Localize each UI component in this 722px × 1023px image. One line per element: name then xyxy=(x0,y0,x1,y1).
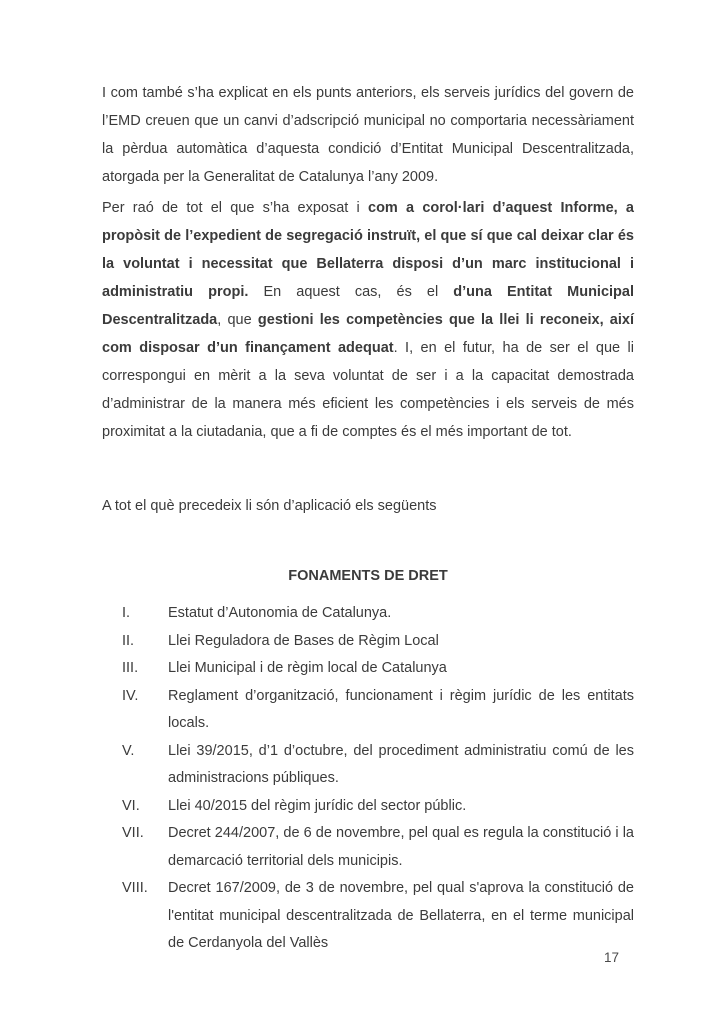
list-item-numeral: III. xyxy=(122,660,139,676)
list-item xyxy=(102,820,634,875)
list-item-text: Llei 39/2015, d’1 d’octubre, del procediment administratiu comú de les administracions públiques. xyxy=(168,742,634,786)
list-item xyxy=(102,793,634,821)
list-item-numeral: II. xyxy=(122,632,135,649)
paragraph-corollary: Per raó de tot el que s’ha exposat i com a corol·lari d’aquest Informe, a propòsit de l’expedient de segregació instruït, el que sí que cal deixar clar és la voluntat i necessitat que Bellaterra disposi d’un marc institucional i administratiu propi. En aquest cas, és el d’una Entitat Municipal Descentralitzada, que gestioni les competències que la llei li reconeix, així com disposar d’un finançament adequat. I, en el futur, ha de ser el que li correspongui en mèrit a la seva voluntat de ser i a la capacitat demostrada d’administrar de la manera més eficient les competències i els serveis de més proximitat a la ciutadania, que a fi de comptes és el més important de tot. xyxy=(102,200,634,440)
list-item xyxy=(102,655,634,683)
page-number: 17 xyxy=(604,950,620,965)
list-item-numeral: I. xyxy=(122,605,131,621)
list-item-numeral: IV. xyxy=(122,687,139,704)
list-item-text: Llei Municipal i de règim local de Catalunya xyxy=(168,660,447,676)
list-item xyxy=(102,600,634,628)
fonaments-list xyxy=(102,600,634,958)
list-item-text: Decret 167/2009, de 3 de novembre, pel qual s'aprova la constitució de l'entitat municipal descentralitzada de Bellaterra, en el terme municipal de Cerdanyola del Vallès xyxy=(168,880,634,951)
list-item-text: Llei 40/2015 del règim jurídic del sector públic. xyxy=(168,797,467,814)
list-item-numeral: V. xyxy=(122,742,135,759)
list-item-text: Decret 244/2007, de 6 de novembre, pel qual es regula la constitució i la demarcació territorial dels municipis. xyxy=(168,825,634,869)
list-item xyxy=(102,628,634,656)
lead-in-line: A tot el què precedeix li són d’aplicació els següents xyxy=(102,498,437,514)
list-item-numeral: VII. xyxy=(122,825,144,841)
heading-fonaments-de-dret: FONAMENTS DE DRET xyxy=(288,568,448,584)
paragraph-intro: I com també s’ha explicat en els punts anteriors, els serveis jurídics del govern de l’EMD creuen que un canvi d’adscripció municipal no comportaria necessàriament la pèrdua automàtica d’aquesta condició d’Entitat Municipal Descentralitzada, atorgada per la Generalitat de Catalunya l’any 2009. xyxy=(102,85,634,185)
list-item-numeral: VI. xyxy=(122,797,140,814)
list-item-text: Estatut d’Autonomia de Catalunya. xyxy=(168,605,392,621)
list-item-numeral: VIII. xyxy=(122,880,148,896)
page-content xyxy=(102,79,634,958)
list-item-text: Reglament d’organització, funcionament i règim jurídic de les entitats locals. xyxy=(168,687,634,731)
list-item xyxy=(102,683,634,738)
list-item-text: Llei Reguladora de Bases de Règim Local xyxy=(168,632,439,649)
list-item xyxy=(102,738,634,793)
list-item xyxy=(102,875,634,958)
